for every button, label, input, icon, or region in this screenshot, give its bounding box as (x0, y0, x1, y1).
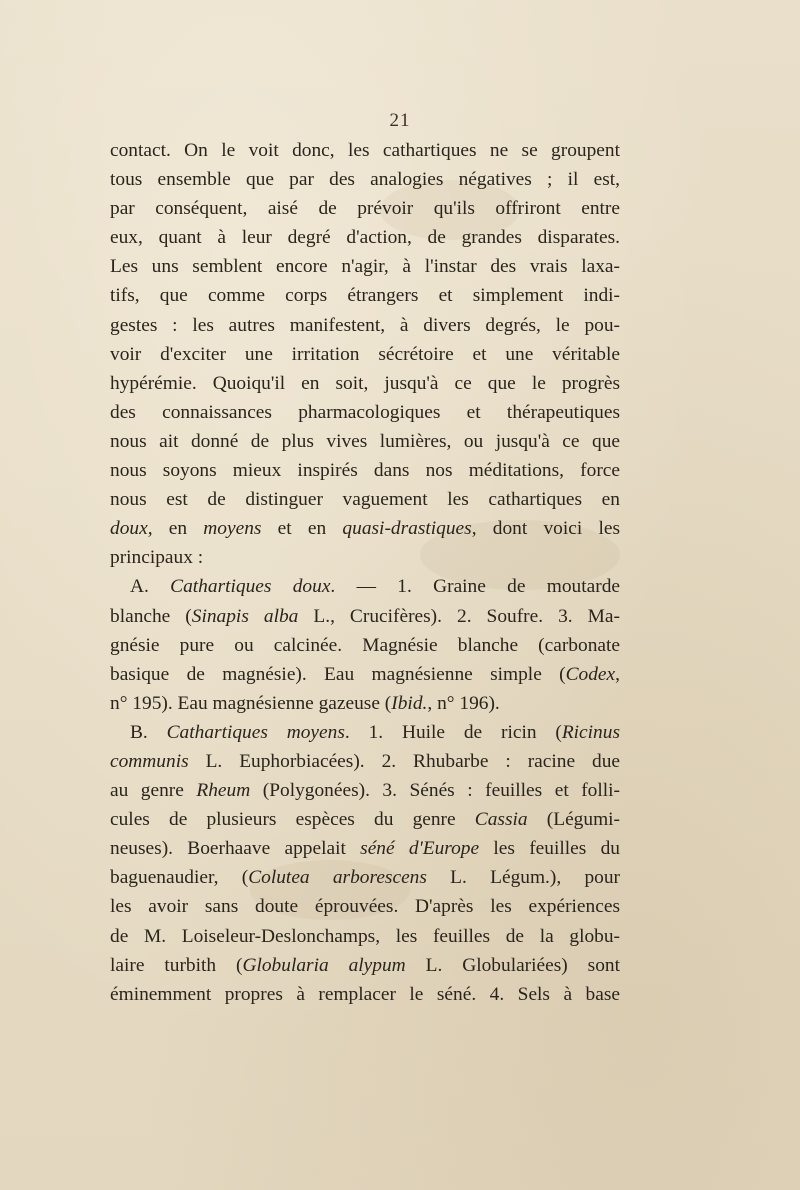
text-line: principaux : (110, 547, 204, 569)
text-line: hypérémie. Quoiqu'il en soit, jusqu'à ce que le progrès (110, 372, 620, 394)
text-line: voir d'exciter une irritation sécrétoire et une véritable (110, 343, 620, 365)
body-text (110, 136, 620, 1009)
text-line: neuses). Boerhaave appelait séné d'Europe les feuilles du (110, 838, 620, 860)
text-line: baguenaudier, (Colutea arborescens L. Légum.), pour (110, 867, 620, 889)
text-line: de M. Loiseleur-Deslonchamps, les feuilles de la globu- (110, 925, 620, 947)
text-line: laire turbith (Globularia alypum L. Globulariées) sont (110, 954, 620, 976)
text-line: eux, quant à leur degré d'action, de grandes disparates. (110, 227, 620, 249)
text-line: éminemment propres à remplacer le séné. 4. Sels à base (110, 983, 620, 1005)
text-line: tous ensemble que par des analogies négatives ; il est, (110, 169, 620, 191)
text-line: des connaissances pharmacologiques et thérapeutiques (110, 401, 620, 423)
text-line: tifs, que comme corps étrangers et simplement indi- (110, 285, 620, 307)
text-line: au genre Rheum (Polygonées). 3. Sénés : feuilles et folli- (110, 780, 620, 802)
text-line: doux, en moyens et en quasi-drastiques, dont voici les (110, 518, 620, 540)
text-line: basique de magnésie). Eau magnésienne simple (Codex, (110, 663, 620, 685)
text-line: n° 195). Eau magnésienne gazeuse (Ibid., n° 196). (110, 692, 500, 714)
text-line: gestes : les autres manifestent, à divers degrés, le pou- (110, 314, 620, 336)
text-line: Les uns semblent encore n'agir, à l'instar des vrais laxa- (110, 256, 620, 278)
text-line: cules de plusieurs espèces du genre Cassia (Légumi- (110, 809, 620, 831)
text-line: nous ait donné de plus vives lumières, ou jusqu'à ce que (110, 430, 620, 452)
text-line: communis L. Euphorbiacées). 2. Rhubarbe : racine due (110, 750, 620, 772)
text-line: contact. On le voit donc, les cathartiques ne se groupent (110, 140, 620, 161)
text-line: par conséquent, aisé de prévoir qu'ils offriront entre (110, 198, 620, 220)
text-line: blanche (Sinapis alba L., Crucifères). 2. Soufre. 3. Ma- (110, 605, 620, 627)
text-line: gnésie pure ou calcinée. Magnésie blanche (carbonate (110, 634, 620, 656)
text-line: B. Cathartiques moyens. 1. Huile de ricin (Ricinus (130, 721, 620, 743)
text-line: nous est de distinguer vaguement les cathartiques en (110, 489, 620, 511)
page-number: 21 (389, 110, 411, 131)
text-line: nous soyons mieux inspirés dans nos méditations, force (110, 460, 620, 482)
text-line: A. Cathartiques doux. — 1. Graine de moutarde (130, 576, 620, 598)
text-line: les avoir sans doute éprouvées. D'après les expériences (110, 896, 620, 918)
